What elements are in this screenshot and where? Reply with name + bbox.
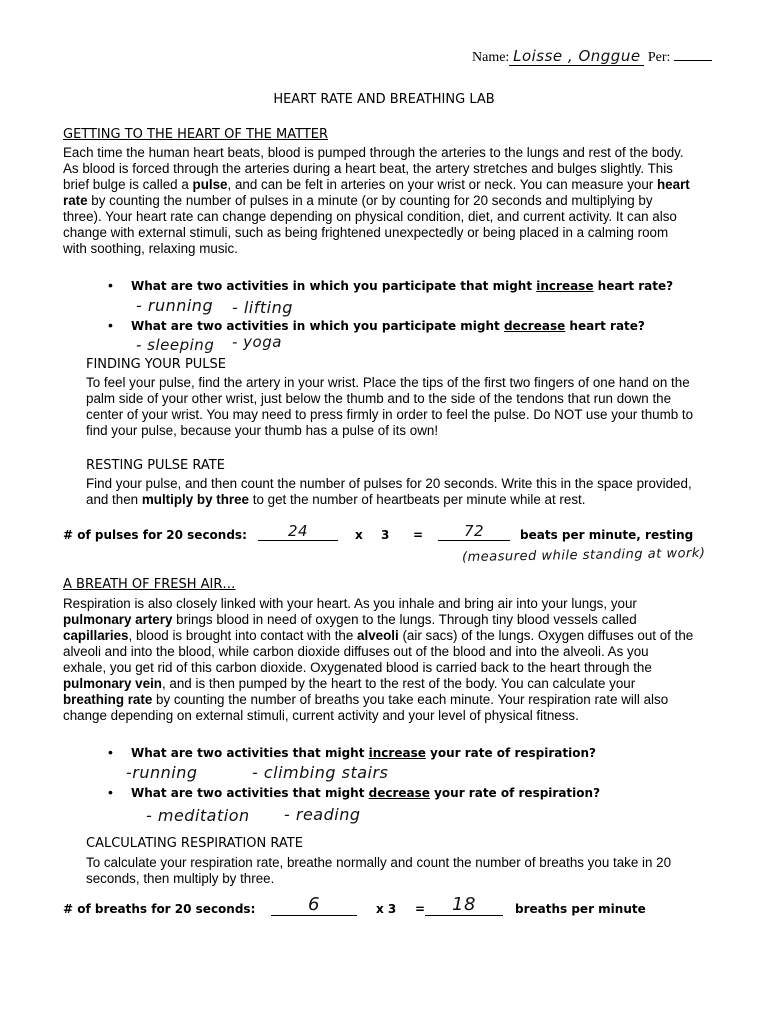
multiplier-three: 3	[381, 528, 390, 542]
equals-sign: =	[413, 528, 424, 542]
question-decrease-respiration	[131, 786, 600, 800]
section-heading-respiration-rate: CALCULATING RESPIRATION RATE	[86, 836, 303, 851]
text: heart rate?	[593, 279, 674, 293]
question-increase-respiration	[131, 746, 596, 760]
answer-decrease-heart-2[interactable]: - yoga	[232, 333, 282, 351]
resting-pulse-paragraph	[86, 476, 726, 508]
text-line: three). Your heart rate can change depending on physical condition, diet, and current activity. It can also	[63, 209, 677, 224]
bullet-icon: •	[108, 784, 113, 800]
text: What are two activities that might	[131, 786, 369, 800]
bullet-icon: •	[108, 317, 113, 333]
bullet-icon: •	[108, 277, 113, 293]
text-underlined: increase	[368, 746, 426, 760]
text: , blood is brought into contact with the	[128, 628, 358, 643]
answer-increase-respiration-1[interactable]: -running	[126, 763, 198, 782]
per-label: Per:	[647, 50, 671, 65]
text: , and is then pumped by the heart to the rest of the body. You can calculate your	[161, 676, 636, 691]
pulses-result-label: beats per minute, resting	[520, 528, 694, 542]
text-bold: rate	[63, 193, 88, 208]
text-underlined: decrease	[368, 786, 430, 800]
name-field[interactable]: Loisse , Onggue	[509, 47, 644, 66]
text: , and can be felt in arteries on your wrist or neck. You can measure your	[227, 177, 657, 192]
text-bold: multiply by three	[141, 492, 250, 507]
finding-pulse-paragraph	[86, 375, 726, 439]
pulses-result-field[interactable]: 72	[438, 522, 510, 541]
section-heading-heart: GETTING TO THE HEART OF THE MATTER	[63, 127, 329, 142]
text-line: change depending on external stimuli, current activity and your level of physical fitness.	[63, 708, 579, 723]
text: to get the number of heartbeats per minute while at rest.	[249, 492, 586, 507]
text-line	[86, 492, 726, 508]
text-line: palm side of your other wrist, just below the thumb and to the side of the tendons that run down the	[86, 391, 672, 406]
text-line	[63, 177, 723, 193]
section-heading-breath: A BREATH OF FRESH AIR…	[63, 577, 236, 592]
text-line: center of your wrist. You may need to press firmly in order to feel the pulse. Do NOT use your thumb to	[86, 407, 694, 422]
question-increase-heart	[131, 279, 673, 293]
text: brief bulge is called a	[63, 177, 193, 192]
text: (air sacs) of the lungs. Oxygen diffuses out of the	[398, 628, 694, 643]
text-line	[63, 692, 723, 708]
text: by counting the number of breaths you take each minute. Your respiration rate will also	[152, 692, 669, 707]
breaths-result-label: breaths per minute	[515, 902, 646, 916]
text-bold: pulse	[192, 177, 228, 192]
text: your rate of respiration?	[425, 746, 596, 760]
text-bold: alveoli	[357, 628, 399, 643]
name-line	[472, 47, 712, 66]
pulses-count-field[interactable]: 24	[258, 522, 338, 541]
text-line: change with external stimuli, such as being frightened unexpectedly or being placed in a calming room	[63, 225, 669, 240]
bullet-icon: •	[108, 744, 113, 760]
text-line	[63, 628, 723, 644]
text: What are two activities in which you participate that might	[131, 279, 537, 293]
text-bold: heart	[657, 177, 690, 192]
breaths-equals-sign: =	[415, 902, 426, 916]
text: What are two activities in which you participate might	[131, 319, 504, 333]
heart-paragraph	[63, 145, 723, 257]
section-heading-resting-pulse: RESTING PULSE RATE	[86, 458, 225, 473]
answer-increase-respiration-2[interactable]: - climbing stairs	[252, 763, 389, 782]
text-bold: pulmonary vein	[63, 676, 162, 691]
text: your rate of respiration?	[429, 786, 601, 800]
breaths-result-field[interactable]: 18	[425, 894, 503, 916]
text-bold: pulmonary artery	[63, 612, 173, 627]
text-line: To feel your pulse, find the artery in your wrist. Place the tips of the first two fingers of one hand on the	[86, 375, 690, 390]
breaths-calc-label: # of breaths for 20 seconds:	[63, 902, 256, 916]
text: heart rate?	[565, 319, 645, 333]
pulses-calc-label: # of pulses for 20 seconds:	[63, 528, 247, 542]
text: What are two activities that might	[131, 746, 369, 760]
text-line	[63, 193, 723, 209]
text-bold: breathing rate	[63, 692, 153, 707]
text-line: Find your pulse, and then count the number of pulses for 20 seconds. Write this in the space provided,	[86, 476, 692, 491]
breath-paragraph	[63, 596, 723, 724]
text-line	[63, 676, 723, 692]
text-line	[63, 612, 723, 628]
page-title: HEART RATE AND BREATHING LAB	[273, 92, 495, 107]
text-line: exhale, you get rid of this carbon dioxide. Oxygenated blood is carried back to the heart through the	[63, 660, 652, 675]
text: and then	[86, 492, 142, 507]
text-underlined: increase	[536, 279, 594, 293]
answer-decrease-respiration-1[interactable]: - meditation	[146, 806, 250, 825]
breaths-times-three: x 3	[376, 902, 397, 916]
text: by counting the number of pulses in a minute (or by counting for 20 seconds and multiplying by	[87, 193, 653, 208]
times-sign: x	[355, 528, 363, 542]
section-heading-finding-pulse: FINDING YOUR PULSE	[86, 357, 227, 372]
name-label: Name:	[472, 50, 510, 65]
pulses-note[interactable]: (measured while standing at work)	[461, 545, 706, 566]
answer-increase-heart-1[interactable]: - running	[136, 296, 214, 315]
answer-decrease-heart-1[interactable]: - sleeping	[136, 336, 215, 354]
text: brings blood in need of oxygen to the lungs. Through tiny blood vessels called	[172, 612, 637, 627]
respiration-paragraph	[86, 855, 726, 887]
text-line: Each time the human heart beats, blood is pumped through the arteries to the lungs and rest of the body.	[63, 145, 684, 160]
per-field[interactable]	[674, 60, 712, 61]
text-line: Respiration is also closely linked with your heart. As you inhale and bring air into your lungs, your	[63, 596, 637, 611]
breaths-count-field[interactable]: 6	[271, 894, 357, 916]
question-decrease-heart	[131, 319, 645, 333]
text-line: with soothing, relaxing music.	[63, 241, 238, 256]
answer-increase-heart-2[interactable]: - lifting	[232, 298, 293, 317]
text-line: alveoli and into the blood, while carbon dioxide diffuses out of the blood and into the alveoli. As you	[63, 644, 649, 659]
text-underlined: decrease	[503, 319, 566, 333]
text-line: find your pulse, because your thumb has a pulse of its own!	[86, 423, 439, 438]
text-bold: capillaries	[63, 628, 129, 643]
text-line: To calculate your respiration rate, breathe normally and count the number of breaths you take in 20	[86, 855, 672, 870]
text-line: seconds, then multiply by three.	[86, 871, 275, 886]
answer-decrease-respiration-2[interactable]: - reading	[284, 805, 361, 824]
text-line: As blood is forced through the arteries during a heart beat, the artery stretches and bulges slightly. This	[63, 161, 673, 176]
